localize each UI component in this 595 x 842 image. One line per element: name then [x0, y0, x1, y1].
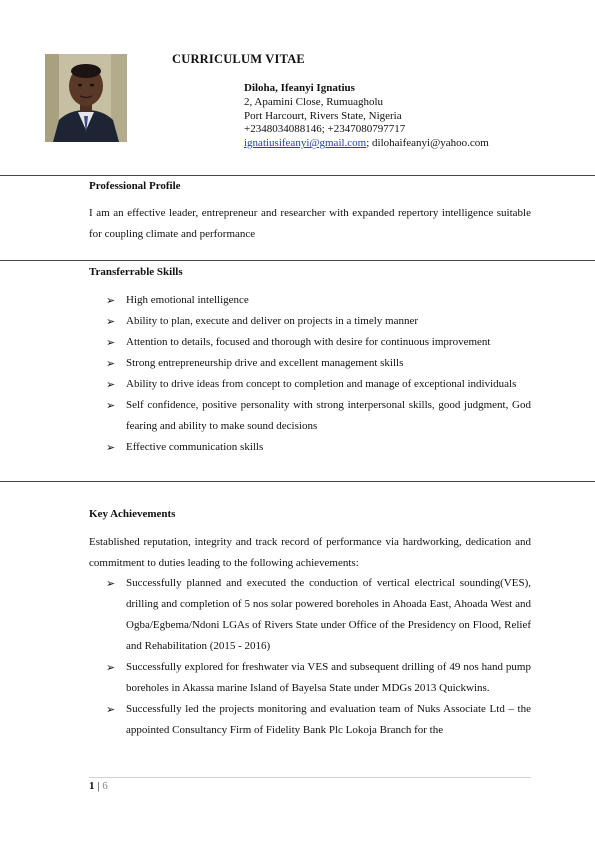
- list-item: ➢ Self confidence, positive personality with strong interpersonal skills, good judgment, God fearing and ability to make sound decisions: [106, 395, 531, 437]
- arrowhead-bullet-icon: ➢: [106, 577, 116, 590]
- page-current: 1: [89, 780, 95, 792]
- achievements-intro: Established reputation, integrity and track record of performance via hardworking, dedication and commitment to duties leading to the following achievements:: [89, 536, 531, 569]
- list-item: ➢ Effective communication skills: [106, 437, 531, 458]
- page-number: [89, 780, 108, 792]
- list-item: ➢ High emotional intelligence: [106, 290, 531, 311]
- email-link-primary[interactable]: ignatiusifeanyi@gmail.com: [244, 137, 367, 150]
- section-heading-achievements: Key Achievements: [89, 508, 176, 520]
- email-line: [244, 137, 489, 151]
- footer-divider: [89, 777, 531, 778]
- profile-photo: [45, 54, 127, 142]
- arrowhead-bullet-icon: ➢: [106, 703, 116, 716]
- cv-title: CURRICULUM VITAE: [172, 52, 305, 66]
- section-divider: [0, 175, 595, 176]
- arrowhead-bullet-icon: ➢: [106, 357, 116, 370]
- address-line-1: 2, Apamini Close, Rumuagholu: [244, 95, 384, 108]
- email-secondary: ; dilohaifeanyi@yahoo.com: [366, 137, 489, 150]
- arrowhead-bullet-icon: ➢: [106, 294, 116, 307]
- page-total: 6: [102, 780, 108, 792]
- section-divider: [0, 481, 595, 482]
- list-item: ➢ Successfully explored for freshwater via VES and subsequent drilling of 49 nos hand pump boreholes in Akassa marine Island of Bayelsa State under MDGs 2013 Quickwins.: [106, 657, 531, 699]
- achievements-list: [106, 573, 531, 741]
- section-divider: [0, 260, 595, 261]
- skills-list: [106, 290, 531, 458]
- list-item: ➢ Ability to plan, execute and deliver on projects in a timely manner: [106, 311, 531, 332]
- candidate-name: Diloha, Ifeanyi Ignatius: [244, 82, 355, 94]
- profile-text: I am an effective leader, entrepreneur and researcher with expanded repertory intelligence suitable for coupling climate and performance: [89, 207, 531, 240]
- section-heading-profile: Professional Profile: [89, 180, 181, 192]
- list-item: ➢ Successfully led the projects monitoring and evaluation team of Nuks Associate Ltd – the appointed Consultancy Firm of Fidelity Bank Plc Lokoja Branch for the: [106, 699, 531, 741]
- arrowhead-bullet-icon: ➢: [106, 661, 116, 674]
- contact-block: [244, 82, 489, 151]
- phone-numbers: +2348034088146; +2347080797717: [244, 123, 406, 136]
- arrowhead-bullet-icon: ➢: [106, 315, 116, 328]
- arrowhead-bullet-icon: ➢: [106, 441, 116, 454]
- arrowhead-bullet-icon: ➢: [106, 399, 116, 412]
- list-item: ➢ Attention to details, focused and thorough with desire for continuous improvement: [106, 332, 531, 353]
- page-separator: |: [94, 780, 103, 792]
- arrowhead-bullet-icon: ➢: [106, 336, 116, 349]
- arrowhead-bullet-icon: ➢: [106, 378, 116, 391]
- section-heading-skills: Transferrable Skills: [89, 266, 183, 278]
- address-line-2: Port Harcourt, Rivers State, Nigeria: [244, 109, 402, 122]
- list-item: ➢ Successfully planned and executed the conduction of vertical electrical sounding(VES), drilling and completion of 5 nos solar powered boreholes in Ahoada East, Ahoada West and Ogba/Egbema/Ndoni LGAs of Rivers State under Office of the Presidency on Flood, Relief and Rehabilitation (2015 - 2016): [106, 573, 531, 657]
- list-item: ➢ Strong entrepreneurship drive and excellent management skills: [106, 353, 531, 374]
- list-item: ➢ Ability to drive ideas from concept to completion and manage of exceptional individuals: [106, 374, 531, 395]
